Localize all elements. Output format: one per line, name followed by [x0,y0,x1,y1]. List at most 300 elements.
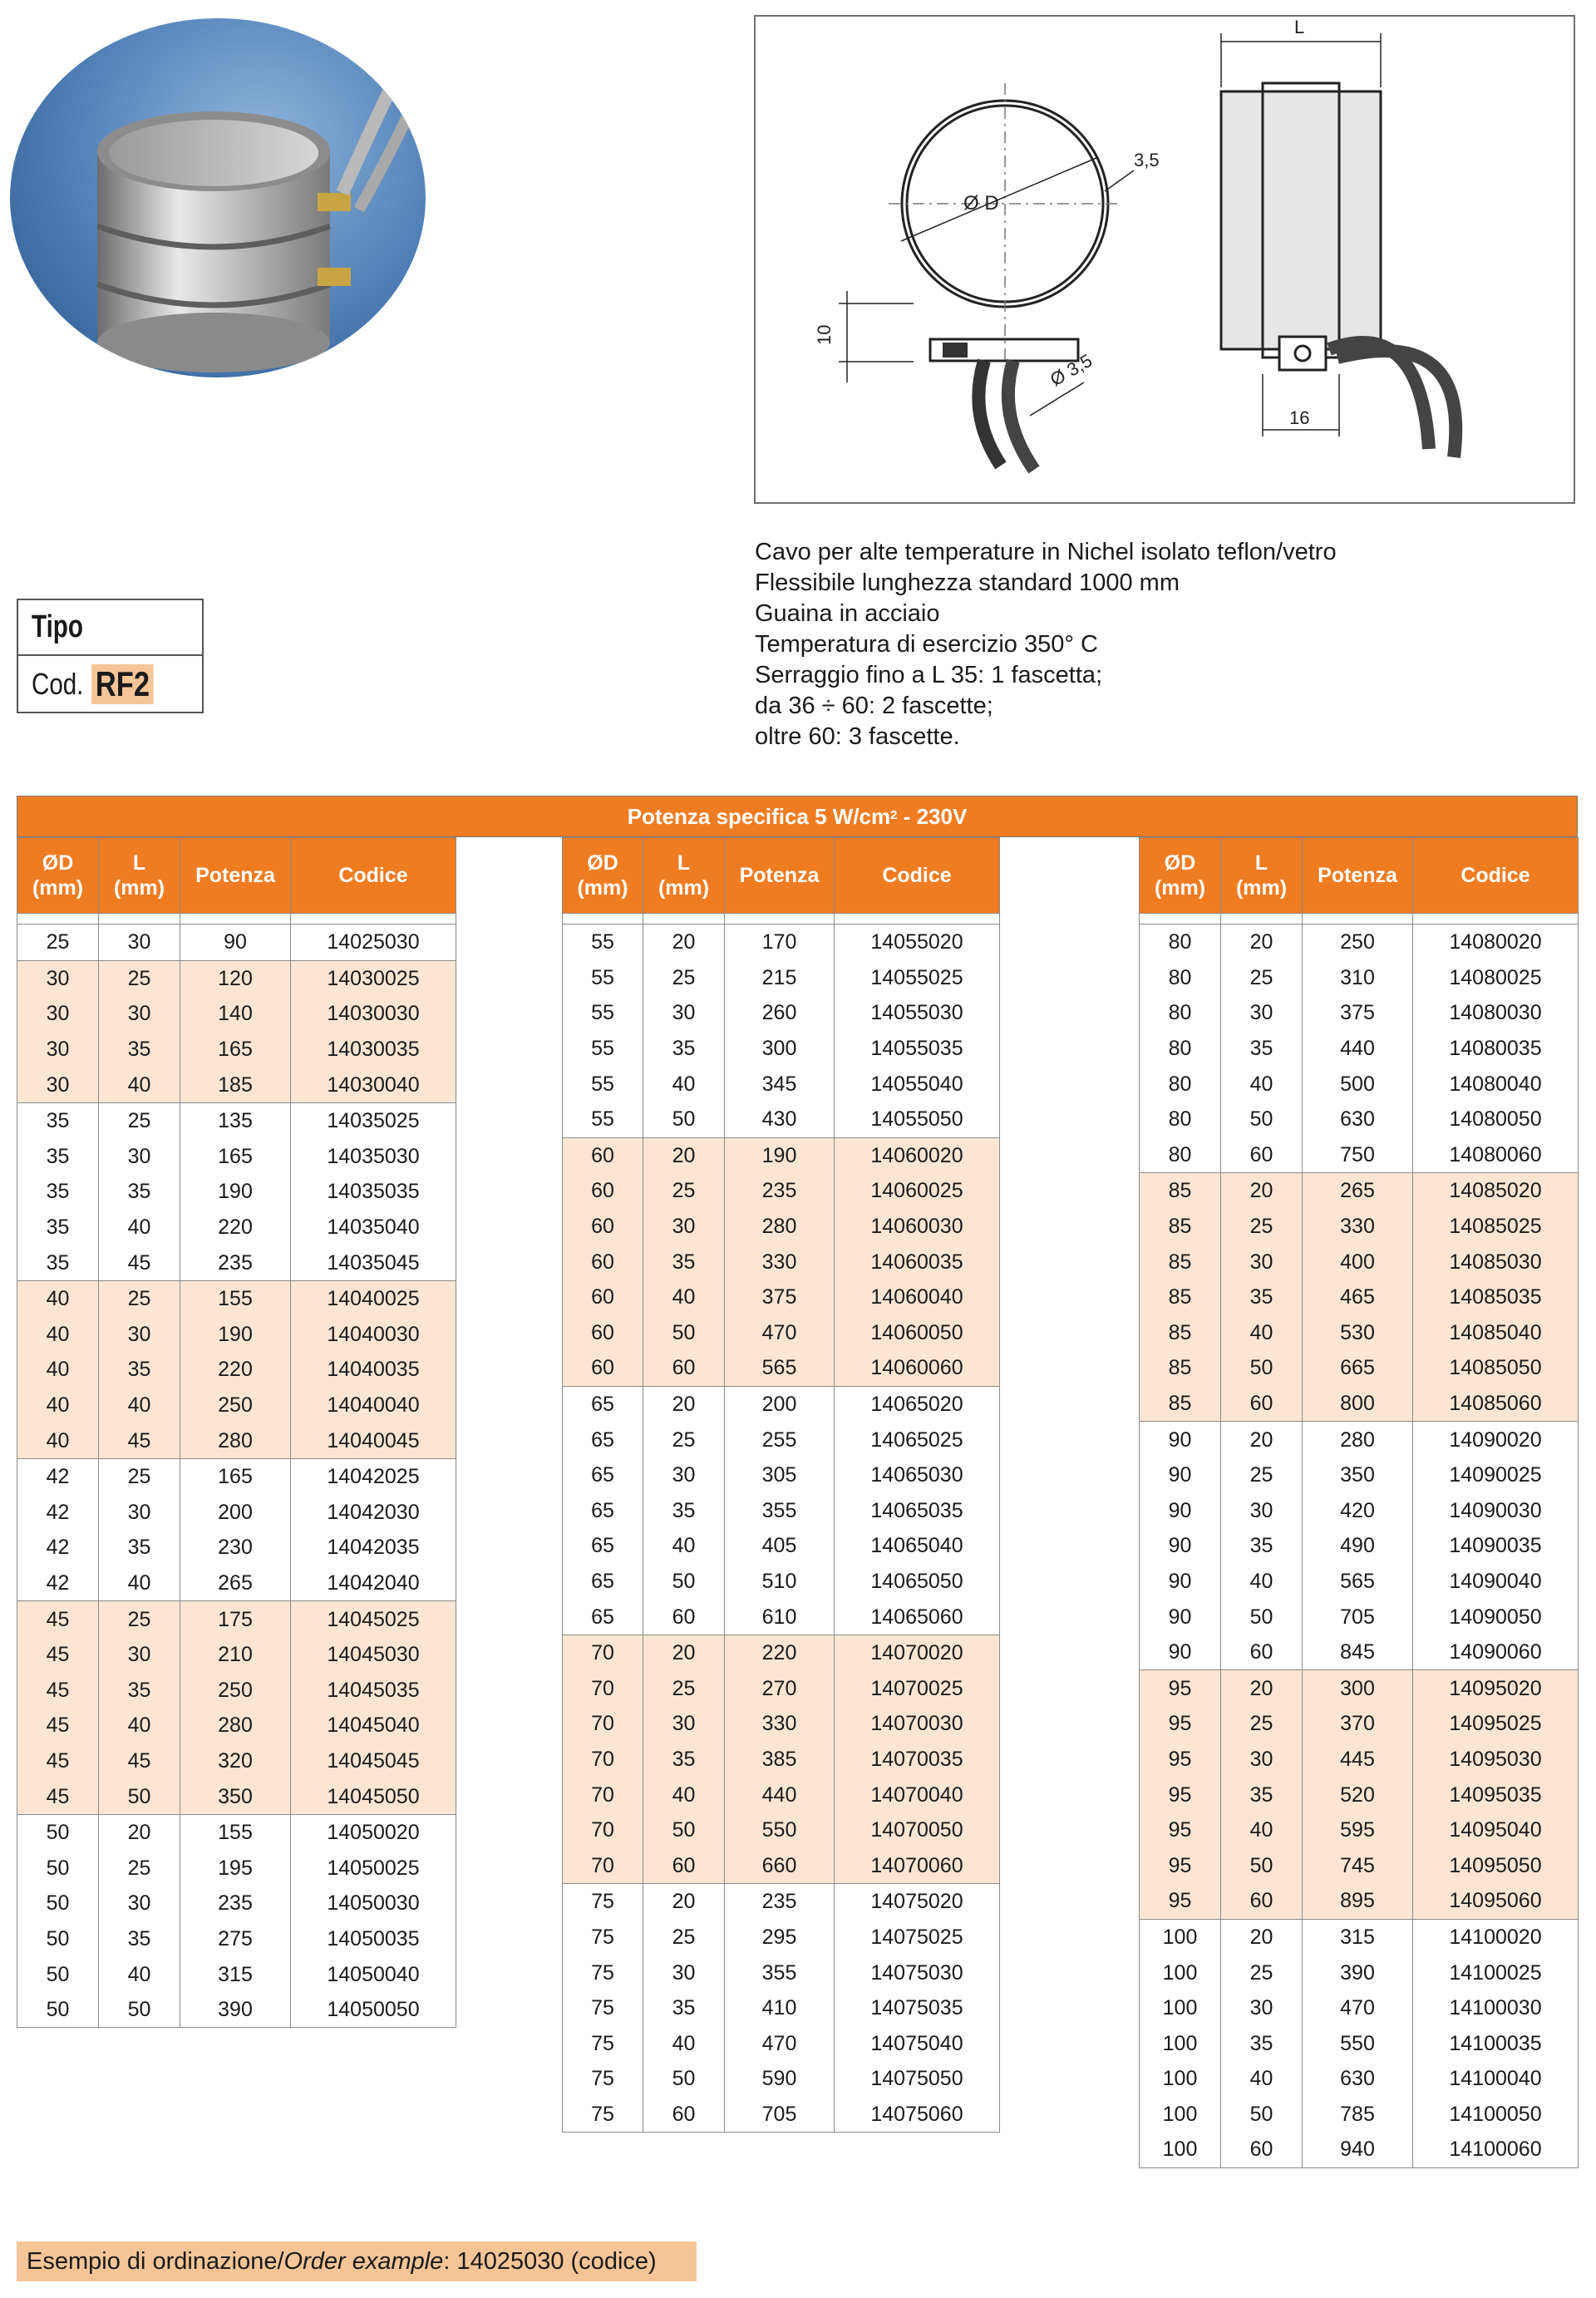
power-cell: 375 [725,1280,835,1315]
power-cell: 300 [1303,1670,1413,1706]
length-cell: 40 [643,1066,725,1102]
power-cell: 250 [180,1388,291,1423]
code-cell: 14050040 [291,1956,456,1992]
code-cell: 14085050 [1413,1350,1579,1386]
power-cell: 375 [1303,995,1413,1031]
length-cell: 25 [1221,1955,1303,1990]
length-cell: 60 [643,1599,725,1635]
spacer-cell [1140,914,1221,925]
length-cell: 30 [99,1139,180,1175]
length-cell: 35 [1221,1280,1303,1315]
table-row [563,2061,1000,2097]
power-cell: 430 [725,1102,835,1137]
power-cell: 295 [725,1920,835,1955]
table-row [17,1067,456,1102]
spec-table-1 [17,837,456,2028]
column-header: Potenza [180,838,291,914]
length-cell: 40 [1221,2061,1303,2097]
code-cell: 14042035 [291,1530,456,1566]
code-cell: 14050050 [291,1992,456,2028]
diameter-cell: 70 [563,1742,643,1778]
table-row [563,1137,1000,1173]
length-cell: 25 [99,1850,180,1886]
diameter-cell: 80 [1140,1066,1221,1102]
description-line: Temperatura di esercizio 350° C [755,631,1098,658]
power-cell: 175 [180,1601,291,1637]
code-cell: 14065040 [835,1528,1000,1564]
diameter-cell: 90 [1140,1422,1221,1457]
spacer-cell [1221,914,1303,925]
table-row [1140,1280,1579,1315]
power-cell: 350 [180,1778,291,1814]
code-cell: 14050030 [291,1886,456,1921]
diameter-cell: 80 [1140,1031,1221,1067]
code-cell: 14035040 [291,1210,456,1245]
diameter-cell: 40 [17,1317,99,1353]
power-cell: 280 [1303,1422,1413,1457]
power-cell: 550 [725,1812,835,1848]
table-row [563,1564,1000,1600]
diameter-cell: 70 [563,1670,643,1706]
length-cell: 40 [99,1708,180,1743]
length-cell: 25 [99,1280,180,1316]
power-cell: 440 [1303,1031,1413,1067]
length-cell: 40 [1221,1812,1303,1848]
table-row [563,1955,1000,1990]
length-cell: 30 [643,1209,725,1245]
length-cell: 25 [1221,1209,1303,1245]
diameter-cell: 30 [17,1032,99,1068]
power-cell: 595 [1303,1812,1413,1848]
length-cell: 20 [643,1884,725,1920]
code-cell: 14060030 [835,1209,1000,1245]
length-cell: 50 [643,1315,725,1351]
table-row [17,1850,456,1886]
table-row [563,1457,1000,1493]
power-cell: 280 [725,1209,835,1245]
diameter-cell: 25 [17,925,99,961]
code-cell: 14060020 [835,1137,1000,1173]
diameter-cell: 65 [563,1528,643,1564]
diameter-cell: 100 [1140,2132,1221,2167]
diameter-cell: 85 [1140,1386,1221,1422]
diameter-cell: 65 [563,1564,643,1600]
column-header: ØD (mm) [563,838,643,914]
power-cell: 215 [725,960,835,996]
length-cell: 30 [99,1886,180,1921]
code-cell: 14090040 [1413,1564,1579,1600]
code-cell: 14065035 [835,1493,1000,1529]
code-cell: 14035025 [291,1102,456,1138]
power-cell: 300 [725,1031,835,1067]
diameter-cell: 40 [17,1280,99,1316]
power-cell: 235 [725,1173,835,1209]
table-row [1140,1847,1579,1883]
column-header: Potenza [725,838,835,914]
description-line: Guaina in acciaio [755,600,940,627]
power-cell: 230 [180,1530,291,1566]
code-cell: 14055035 [835,1031,1000,1067]
order-example-label-en: Order example [283,2247,444,2275]
power-cell: 355 [725,1493,835,1529]
power-cell: 200 [180,1495,291,1531]
code-cell: 14045025 [291,1601,456,1637]
length-cell: 40 [1221,1315,1303,1351]
code-cell: 14075025 [835,1920,1000,1955]
table-row [1140,1919,1579,1955]
length-cell: 60 [1221,1386,1303,1422]
power-cell: 390 [180,1992,291,2028]
power-cell: 390 [1303,1955,1413,1990]
table-row [563,1066,1000,1102]
table-row [563,1528,1000,1564]
table-row [1140,1422,1579,1457]
column-header: ØD (mm) [17,838,99,914]
code-cell: 14095035 [1413,1777,1579,1812]
length-cell: 35 [1221,1031,1303,1067]
length-cell: 35 [643,1493,725,1529]
cod-label: Cod. [32,666,84,701]
power-cell: 510 [725,1564,835,1600]
table-row [1140,1812,1579,1848]
diameter-cell: 100 [1140,2025,1221,2061]
length-cell: 25 [643,1173,725,1209]
length-cell: 50 [1221,1599,1303,1635]
diameter-cell: 45 [17,1708,99,1743]
table-row [17,1814,456,1850]
length-cell: 20 [1221,1919,1303,1955]
table-row [563,1742,1000,1778]
column-header: ØD (mm) [1140,838,1221,914]
code-cell: 14100040 [1413,2061,1579,2097]
power-cell: 165 [180,1458,291,1494]
code-cell: 14090030 [1413,1493,1579,1529]
power-cell: 785 [1303,2097,1413,2133]
power-cell: 895 [1303,1883,1413,1919]
table-row [17,1280,456,1316]
code-cell: 14065020 [835,1386,1000,1422]
code-cell: 14100020 [1413,1919,1579,1955]
diameter-cell: 35 [17,1139,99,1175]
length-cell: 60 [1221,1137,1303,1173]
code-cell: 14065030 [835,1457,1000,1493]
table-row [563,1635,1000,1670]
power-cell: 490 [1303,1528,1413,1564]
length-cell: 20 [1221,1670,1303,1706]
diameter-cell: 42 [17,1458,99,1494]
spec-table-3 [1139,837,1579,2168]
power-cell: 120 [180,960,291,996]
code-cell: 14060040 [835,1280,1000,1315]
table-header-row [17,838,456,914]
code-cell: 14080060 [1413,1137,1579,1173]
length-cell: 50 [643,2061,725,2097]
diameter-cell: 55 [563,1102,643,1137]
length-cell: 60 [643,1847,725,1883]
diameter-cell: 40 [17,1352,99,1388]
length-cell: 30 [1221,1742,1303,1778]
power-cell: 940 [1303,2132,1413,2167]
length-cell: 30 [643,1706,725,1742]
length-cell: 25 [1221,960,1303,996]
table-row [563,995,1000,1031]
diameter-cell: 65 [563,1457,643,1493]
code-cell: 14045050 [291,1778,456,1814]
diameter-cell: 70 [563,1847,643,1883]
table-row [1140,1883,1579,1919]
code-cell: 14045040 [291,1708,456,1743]
code-cell: 14070020 [835,1635,1000,1670]
spacer-row [1140,914,1579,925]
table-row [1140,960,1579,996]
code-cell: 14075050 [835,2061,1000,2097]
length-cell: 50 [99,1992,180,2028]
table-row [17,1708,456,1743]
spacer-cell [291,914,456,925]
table-row [1140,1777,1579,1812]
length-cell: 20 [1221,1422,1303,1457]
column-header: L (mm) [1221,838,1303,914]
code-cell: 14055025 [835,960,1000,996]
table-row [17,1637,456,1673]
power-cell: 350 [1303,1457,1413,1493]
power-cell: 235 [180,1245,291,1280]
code-cell: 14075020 [835,1884,1000,1920]
diameter-cell: 60 [563,1244,643,1280]
table-row [17,1672,456,1708]
spacer-cell [725,914,835,925]
power-cell: 520 [1303,1777,1413,1812]
power-cell: 165 [180,1032,291,1068]
length-cell: 40 [99,1388,180,1423]
code-cell: 14045045 [291,1743,456,1779]
code-cell: 14080050 [1413,1102,1579,1137]
power-cell: 345 [725,1066,835,1102]
power-cell: 235 [180,1886,291,1921]
power-cell: 190 [180,1317,291,1353]
power-cell: 550 [1303,2025,1413,2061]
spacer-cell [563,914,643,925]
power-cell: 315 [180,1956,291,1992]
diameter-cell: 35 [17,1102,99,1138]
table-row [17,1245,456,1280]
length-cell: 40 [99,1067,180,1102]
table-row [1140,1528,1579,1564]
table-row [563,1777,1000,1812]
length-cell: 30 [1221,1990,1303,2026]
table-row [563,2097,1000,2133]
code-cell: 14030035 [291,1032,456,1068]
table-row [1140,1102,1579,1137]
diameter-cell: 60 [563,1137,643,1173]
table-row [1140,1564,1579,1600]
diameter-cell: 60 [563,1173,643,1209]
diameter-cell: 95 [1140,1742,1221,1778]
table-row [1140,2132,1579,2167]
code-cell: 14085030 [1413,1244,1579,1280]
diameter-cell: 55 [563,925,643,960]
power-cell: 265 [180,1566,291,1601]
length-cell: 30 [99,1637,180,1673]
diameter-cell: 85 [1140,1350,1221,1386]
table-row [1140,1493,1579,1529]
length-cell: 35 [99,1672,180,1708]
length-cell: 40 [99,1566,180,1601]
diameter-cell: 70 [563,1812,643,1848]
description-line: Cavo per alte temperature in Nichel isolato teflon/vetro [755,539,1337,565]
code-cell: 14060060 [835,1350,1000,1386]
code-cell: 14065060 [835,1599,1000,1635]
code-cell: 14070060 [835,1847,1000,1883]
spec-table-2 [562,837,1000,2133]
table-row [1140,1137,1579,1173]
length-cell: 30 [99,1495,180,1531]
spacer-cell [99,914,180,925]
diameter-cell: 60 [563,1280,643,1315]
table-row [17,1032,456,1068]
spacer-row [17,914,456,925]
code-cell: 14100035 [1413,2025,1579,2061]
diameter-cell: 50 [17,1850,99,1886]
code-cell: 14055030 [835,995,1000,1031]
table-row [17,1992,456,2028]
diameter-cell: 90 [1140,1599,1221,1635]
length-cell: 25 [643,1422,725,1457]
length-cell: 40 [643,1280,725,1315]
table-title-suffix: - 230V [897,803,968,829]
table-row [563,2025,1000,2061]
power-cell: 370 [1303,1706,1413,1742]
power-cell: 310 [1303,960,1413,996]
power-cell: 630 [1303,2061,1413,2097]
power-cell: 200 [725,1386,835,1422]
code-cell: 14075060 [835,2097,1000,2133]
table-row [1140,1350,1579,1386]
table-row [563,1812,1000,1848]
length-cell: 45 [99,1423,180,1458]
diameter-cell: 90 [1140,1528,1221,1564]
diameter-cell: 45 [17,1637,99,1673]
code-cell: 14070050 [835,1812,1000,1848]
table-row [563,1422,1000,1457]
table-row [1140,1031,1579,1067]
column-header: Codice [291,838,456,914]
order-example [17,2241,697,2281]
diameter-cell: 65 [563,1422,643,1457]
diameter-cell: 55 [563,1066,643,1102]
length-cell: 20 [643,925,725,960]
power-cell: 195 [180,1850,291,1886]
code-cell: 14095025 [1413,1706,1579,1742]
power-cell: 665 [1303,1350,1413,1386]
diameter-cell: 90 [1140,1635,1221,1670]
diameter-cell: 30 [17,960,99,996]
code-cell: 14025030 [291,925,456,961]
length-cell: 60 [643,1350,725,1386]
diameter-cell: 50 [17,1992,99,2028]
table-row [1140,1315,1579,1351]
table-row [1140,1244,1579,1280]
table-row [1140,2061,1579,2097]
length-cell: 35 [99,1921,180,1957]
length-cell: 35 [643,1742,725,1778]
length-cell: 30 [643,1955,725,1990]
length-cell: 40 [643,1528,725,1564]
cable-label: Ø 3,5 [1047,349,1096,391]
code-cell: 14040025 [291,1280,456,1316]
power-cell: 750 [1303,1137,1413,1173]
table-row [1140,1706,1579,1742]
length-cell: 60 [1221,2132,1303,2167]
length-cell: 35 [1221,2025,1303,2061]
order-example-label-it: Esempio di ordinazione/ [27,2247,284,2275]
column-header: Codice [1413,838,1579,914]
diameter-cell: 45 [17,1743,99,1779]
power-cell: 315 [1303,1919,1413,1955]
code-cell: 14065050 [835,1564,1000,1600]
code-cell: 14080035 [1413,1031,1579,1067]
power-cell: 275 [180,1921,291,1957]
order-example-value: : 14025030 (codice) [443,2247,657,2275]
cod-row [18,656,202,712]
length-cell: 40 [643,1777,725,1812]
table-row [563,1920,1000,1955]
power-cell: 465 [1303,1280,1413,1315]
table-row [17,925,456,961]
power-cell: 170 [725,925,835,960]
diameter-cell: 85 [1140,1173,1221,1209]
length-cell: 35 [99,1352,180,1388]
diameter-cell: 75 [563,1955,643,1990]
power-cell: 405 [725,1528,835,1564]
diameter-cell: 70 [563,1635,643,1670]
table-row [1140,1457,1579,1493]
column-header: Potenza [1303,838,1413,914]
power-cell: 220 [180,1210,291,1245]
length-cell: 25 [1221,1706,1303,1742]
width-label: 16 [1289,407,1310,428]
product-photo [10,18,426,377]
diameter-cell: 45 [17,1778,99,1814]
diameter-cell: 95 [1140,1883,1221,1919]
code-cell: 14042030 [291,1495,456,1531]
table-row [17,1210,456,1245]
length-cell: 35 [99,1032,180,1068]
power-cell: 260 [725,995,835,1031]
code-cell: 14055050 [835,1102,1000,1137]
power-cell: 420 [1303,1493,1413,1529]
code-cell: 14050020 [291,1814,456,1850]
table-row [1140,1386,1579,1422]
type-box [17,599,204,713]
diameter-cell: 42 [17,1530,99,1566]
table-row [17,1921,456,1957]
table-row [1140,1742,1579,1778]
code-cell: 14055020 [835,925,1000,960]
length-cell: 40 [643,2025,725,2061]
table-row [1140,1173,1579,1209]
table-row [563,1706,1000,1742]
diameter-cell: 45 [17,1601,99,1637]
table-row [17,960,456,996]
length-cell: 30 [99,996,180,1032]
power-cell: 165 [180,1139,291,1175]
diameter-cell: 35 [17,1210,99,1245]
power-cell: 800 [1303,1386,1413,1422]
length-cell: 25 [643,960,725,996]
length-cell: 25 [99,960,180,996]
diameter-cell: 35 [17,1245,99,1280]
